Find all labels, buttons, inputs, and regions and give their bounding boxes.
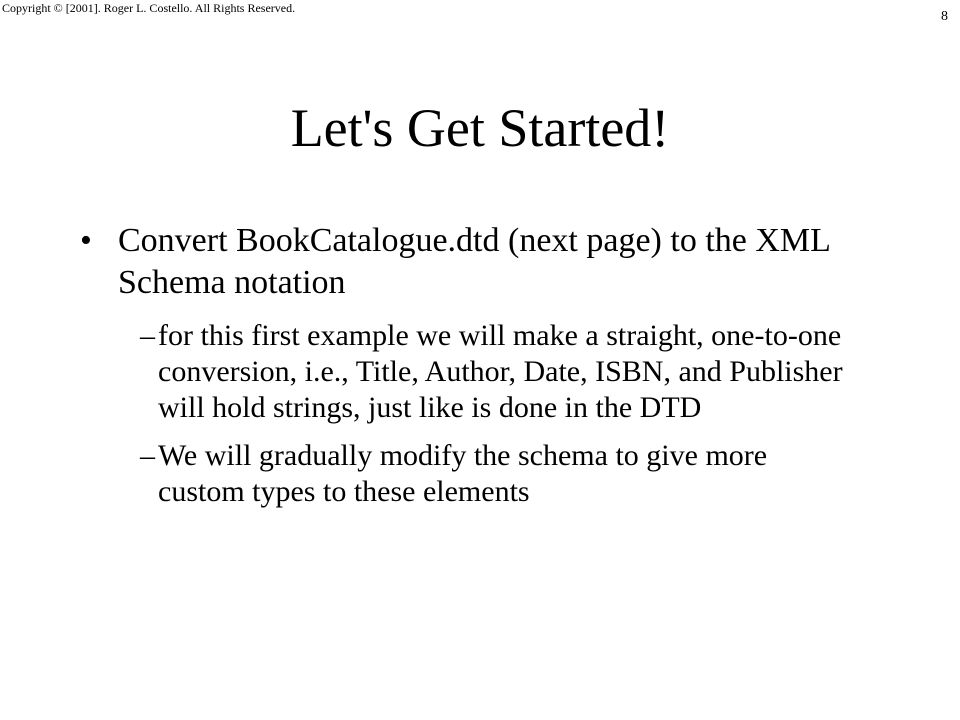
subbullet-marker: – bbox=[140, 439, 155, 472]
copyright-notice: Copyright © [2001]. Roger L. Costello. All Rights Reserved. bbox=[2, 1, 296, 15]
bullet-item bbox=[80, 220, 880, 304]
subbullet-item bbox=[140, 318, 880, 426]
slide-title: Let's Get Started! bbox=[290, 98, 670, 158]
subbullet-list bbox=[80, 318, 880, 510]
subbullet-text: We will gradually modify the schema to give more custom types to these elements bbox=[158, 439, 768, 508]
subbullet-item bbox=[140, 438, 880, 510]
subbullet-marker: – bbox=[140, 319, 155, 352]
slide-content bbox=[80, 220, 880, 522]
bullet-marker: • bbox=[80, 222, 92, 259]
page-number: 8 bbox=[941, 9, 948, 24]
bullet-text: Convert BookCatalogue.dtd (next page) to the XML Schema notation bbox=[118, 222, 830, 301]
subbullet-text: for this first example we will make a straight, one-to-one conversion, i.e., Title, Author, Date, ISBN, and Publisher will hold strings, just like is done in the DTD bbox=[158, 319, 843, 424]
